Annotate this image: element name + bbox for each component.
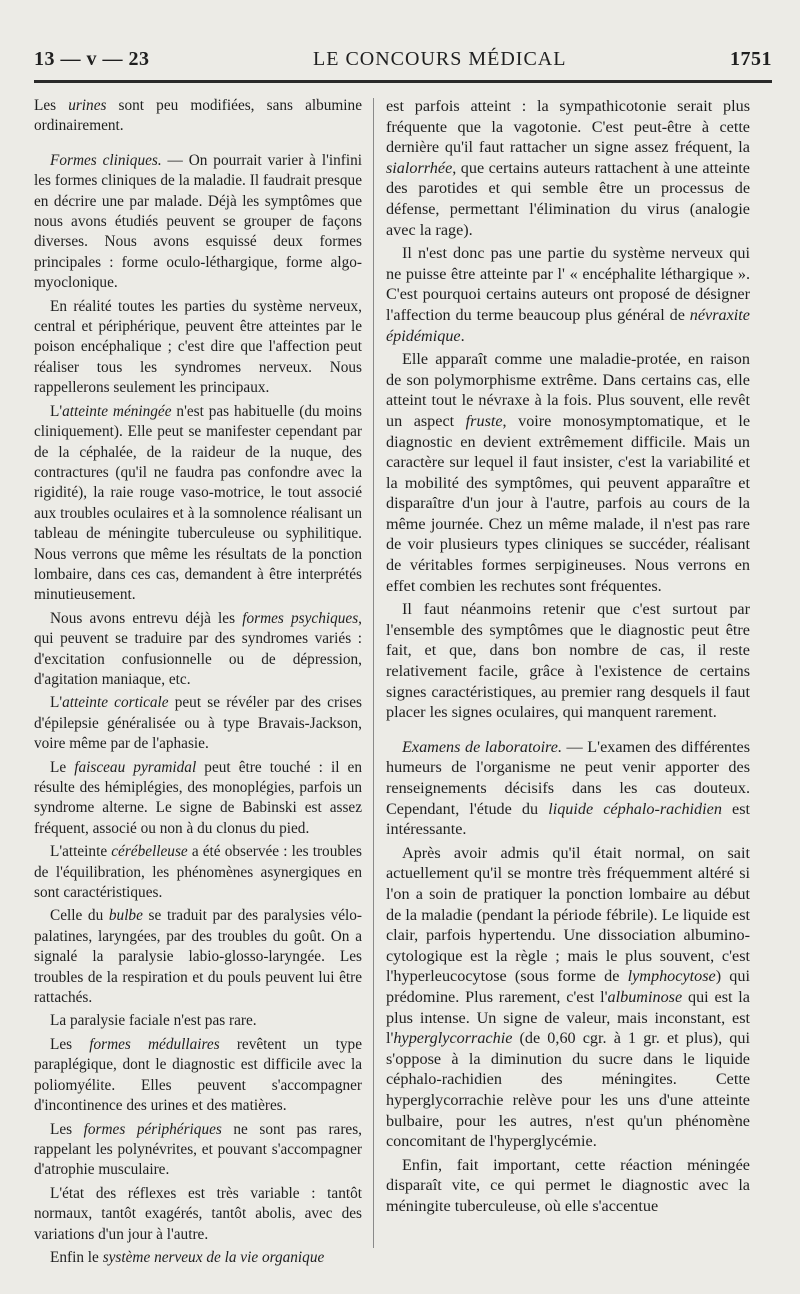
paragraph: Après avoir admis qu'il était normal, on sait actuellement qu'il se montre très fréquemment altéré si l'on a soin de pratiquer la ponction lombaire au début de la maladie (pendant la période fébrile). Le liquide est clair, parfois hypertendu. Une dissociation albumino-cytologique est la règle ; mais le plus souvent, c'est l'hyperleucocytose (sous forme de lymphocytose) qui prédomine. Plus rarement, c'est l'albuminose qui est la plus intense. Un signe de valeur, mais inconstant, est l'hyperglycorrachie (de 0,60 cgr. à 1 gr. et plus), qui s'oppose à la diminution du sucre dans le liquide céphalo-rachidien des méningites. Cette hyperglycorrachie relève pour les uns d'une atteinte bulbaire, pour les autres, n'est qu'un phénomène concomitant de l'hyperglycémie.: [386, 843, 750, 1151]
paragraph: L'atteinte corticale peut se révéler par des crises d'épilepsie généralisée ou à type Bravais-Jackson, voire même par de l'aphasie.: [34, 694, 362, 753]
left-column: [34, 96, 362, 1271]
journal-title: LE CONCOURS MÉDICAL: [313, 48, 567, 70]
paragraph: Le faisceau pyramidal peut être touché : il en résulte des hémiplégies, des monoplégies, parfois un syndrome alterne. Le signe de Babinski est assez fréquent, associé ou non à du clonus du pied.: [34, 758, 362, 837]
paragraph: L'atteinte cérébelleuse a été observée : les troubles de l'équilibration, les phénomènes asynergiques en sont caractéristiques.: [34, 843, 362, 902]
paragraph: est parfois atteint : la sympathicotonie serait plus fréquente que la vagotonie. C'est peut-être à cette dernière qu'il faut rattacher un signe assez fréquent, la sialorrhée, que certains auteurs rattachent à une atteinte des parotides et qui semble être un processus de défense, permettant l'élimination du virus (analogie avec la rage).: [386, 97, 750, 239]
paragraph: L'état des réflexes est très variable : tantôt normaux, tantôt exagérés, tantôt abolis, avec des variations d'un jour à l'autre.: [34, 1184, 362, 1243]
right-column: [386, 96, 750, 1219]
paragraph: Enfin, fait important, cette réaction méningée disparaît vite, ce qui permet le diagnostic avec la méningite tuberculeuse, où elle s'accentue: [386, 1155, 750, 1215]
paragraph: Enfin le système nerveux de la vie organique: [50, 1248, 325, 1266]
issue-date: 13 — v — 23: [34, 48, 150, 70]
paragraph: La paralysie faciale n'est pas rare.: [50, 1012, 257, 1030]
paragraph: En réalité toutes les parties du système nerveux, central et périphérique, peuvent être atteintes par le poison encéphalique ; c'est dire que l'affection peut réaliser tous les syndromes nerveux. Nous rappellerons seulement les principaux.: [34, 297, 362, 397]
paragraph: Les formes médullaires revêtent un type paraplégique, dont le diagnostic est difficile avec la poliomyélite. Elles peuvent s'accompagner d'incontinence des urines et des matières.: [34, 1035, 362, 1115]
paragraph: Nous avons entrevu déjà les formes psychiques, qui peuvent se traduire par des syndromes variés : d'excitation confusionnelle ou de dépression, d'agitation maniaque, etc.: [34, 609, 362, 688]
paragraph: Formes cliniques. — On pourrait varier à l'infini les formes cliniques de la maladie. Il faudrait presque en décrire une par malade. Déjà les symptômes que nous avons étudiés peuvent se grouper de façons diverses. Nous avons esquissé deux formes principales : forme oculo-léthargique, forme algo-myoclonique.: [34, 151, 362, 292]
paragraph: Il n'est donc pas une partie du système nerveux qui ne puisse être atteinte par l' « encéphalite léthargique ». C'est pourquoi certains auteurs ont proposé de désigner l'affection du terme beaucoup plus général de névraxite épidémique.: [386, 244, 750, 345]
paragraph: Elle apparaît comme une maladie-protée, en raison de son polymorphisme extrême. Dans certains cas, elle atteint tout le névraxe à la fois. Plus souvent, elle revêt un aspect fruste, voire monosymptomatique, et le diagnostic en devient extrêmement difficile. Mais un caractère sur lequel il faut insister, c'est la variabilité et la mobilité des symptômes, qui peuvent apparaître et disparaître d'un jour à l'autre, parfois au cours de la même journée. Chez un même malade, il n'est pas rare de voir plusieurs types cliniques se succéder, réalisant de véritables formes serpigineuses. Nous verrons en effet combien les rechutes sont fréquentes.: [386, 350, 751, 595]
paragraph: L'atteinte méningée n'est pas habituelle (du moins cliniquement). Elle peut se manifester cependant par de la céphalée, de la raideur de la nuque, des contractures (qu'il ne faudra pas confondre avec la rigidité), la raie rouge vaso-motrice, le tout associé aux troubles oculaires et à la somnolence réalisant un tableau de méningite tuberculeuse ou syphilitique. Nous verrons que même les résultats de la ponction lombaire, dans ces cas, demandent à être interprétés minutieusement.: [34, 402, 362, 604]
paragraph: Les urines sont peu modifiées, sans albumine ordinairement.: [34, 97, 362, 135]
column-divider: [373, 98, 374, 1248]
paragraph: Les formes périphériques ne sont pas rares, rappelant les polynévrites, et pouvant s'accompagner d'atrophie musculaire.: [34, 1120, 362, 1179]
page-number: 1751: [729, 48, 772, 70]
paragraph: Examens de laboratoire. — L'examen des différentes humeurs de l'organisme ne peut venir apporter des renseignements décisifs dans les cas douteux. Cependant, l'étude du liquide céphalo-rachidien est intéressante.: [386, 737, 750, 839]
page-header: [34, 48, 772, 83]
paragraph: Il faut néanmoins retenir que c'est surtout par l'ensemble des symptômes que le diagnostic peut être fait, et que, dans bon nombre de cas, il reste relativement facile, grâce à l'existence de certains signes caractéristiques, au premier rang desquels il faut placer les signes oculaires, qui manquent rarement.: [386, 600, 750, 722]
paragraph: Celle du bulbe se traduit par des paralysies vélo-palatines, laryngées, par des troubles du goût. On a signalé la paralysie labio-glosso-laryngée. Les troubles de la respiration et du pouls peuvent lui être rattachés.: [34, 907, 362, 1007]
